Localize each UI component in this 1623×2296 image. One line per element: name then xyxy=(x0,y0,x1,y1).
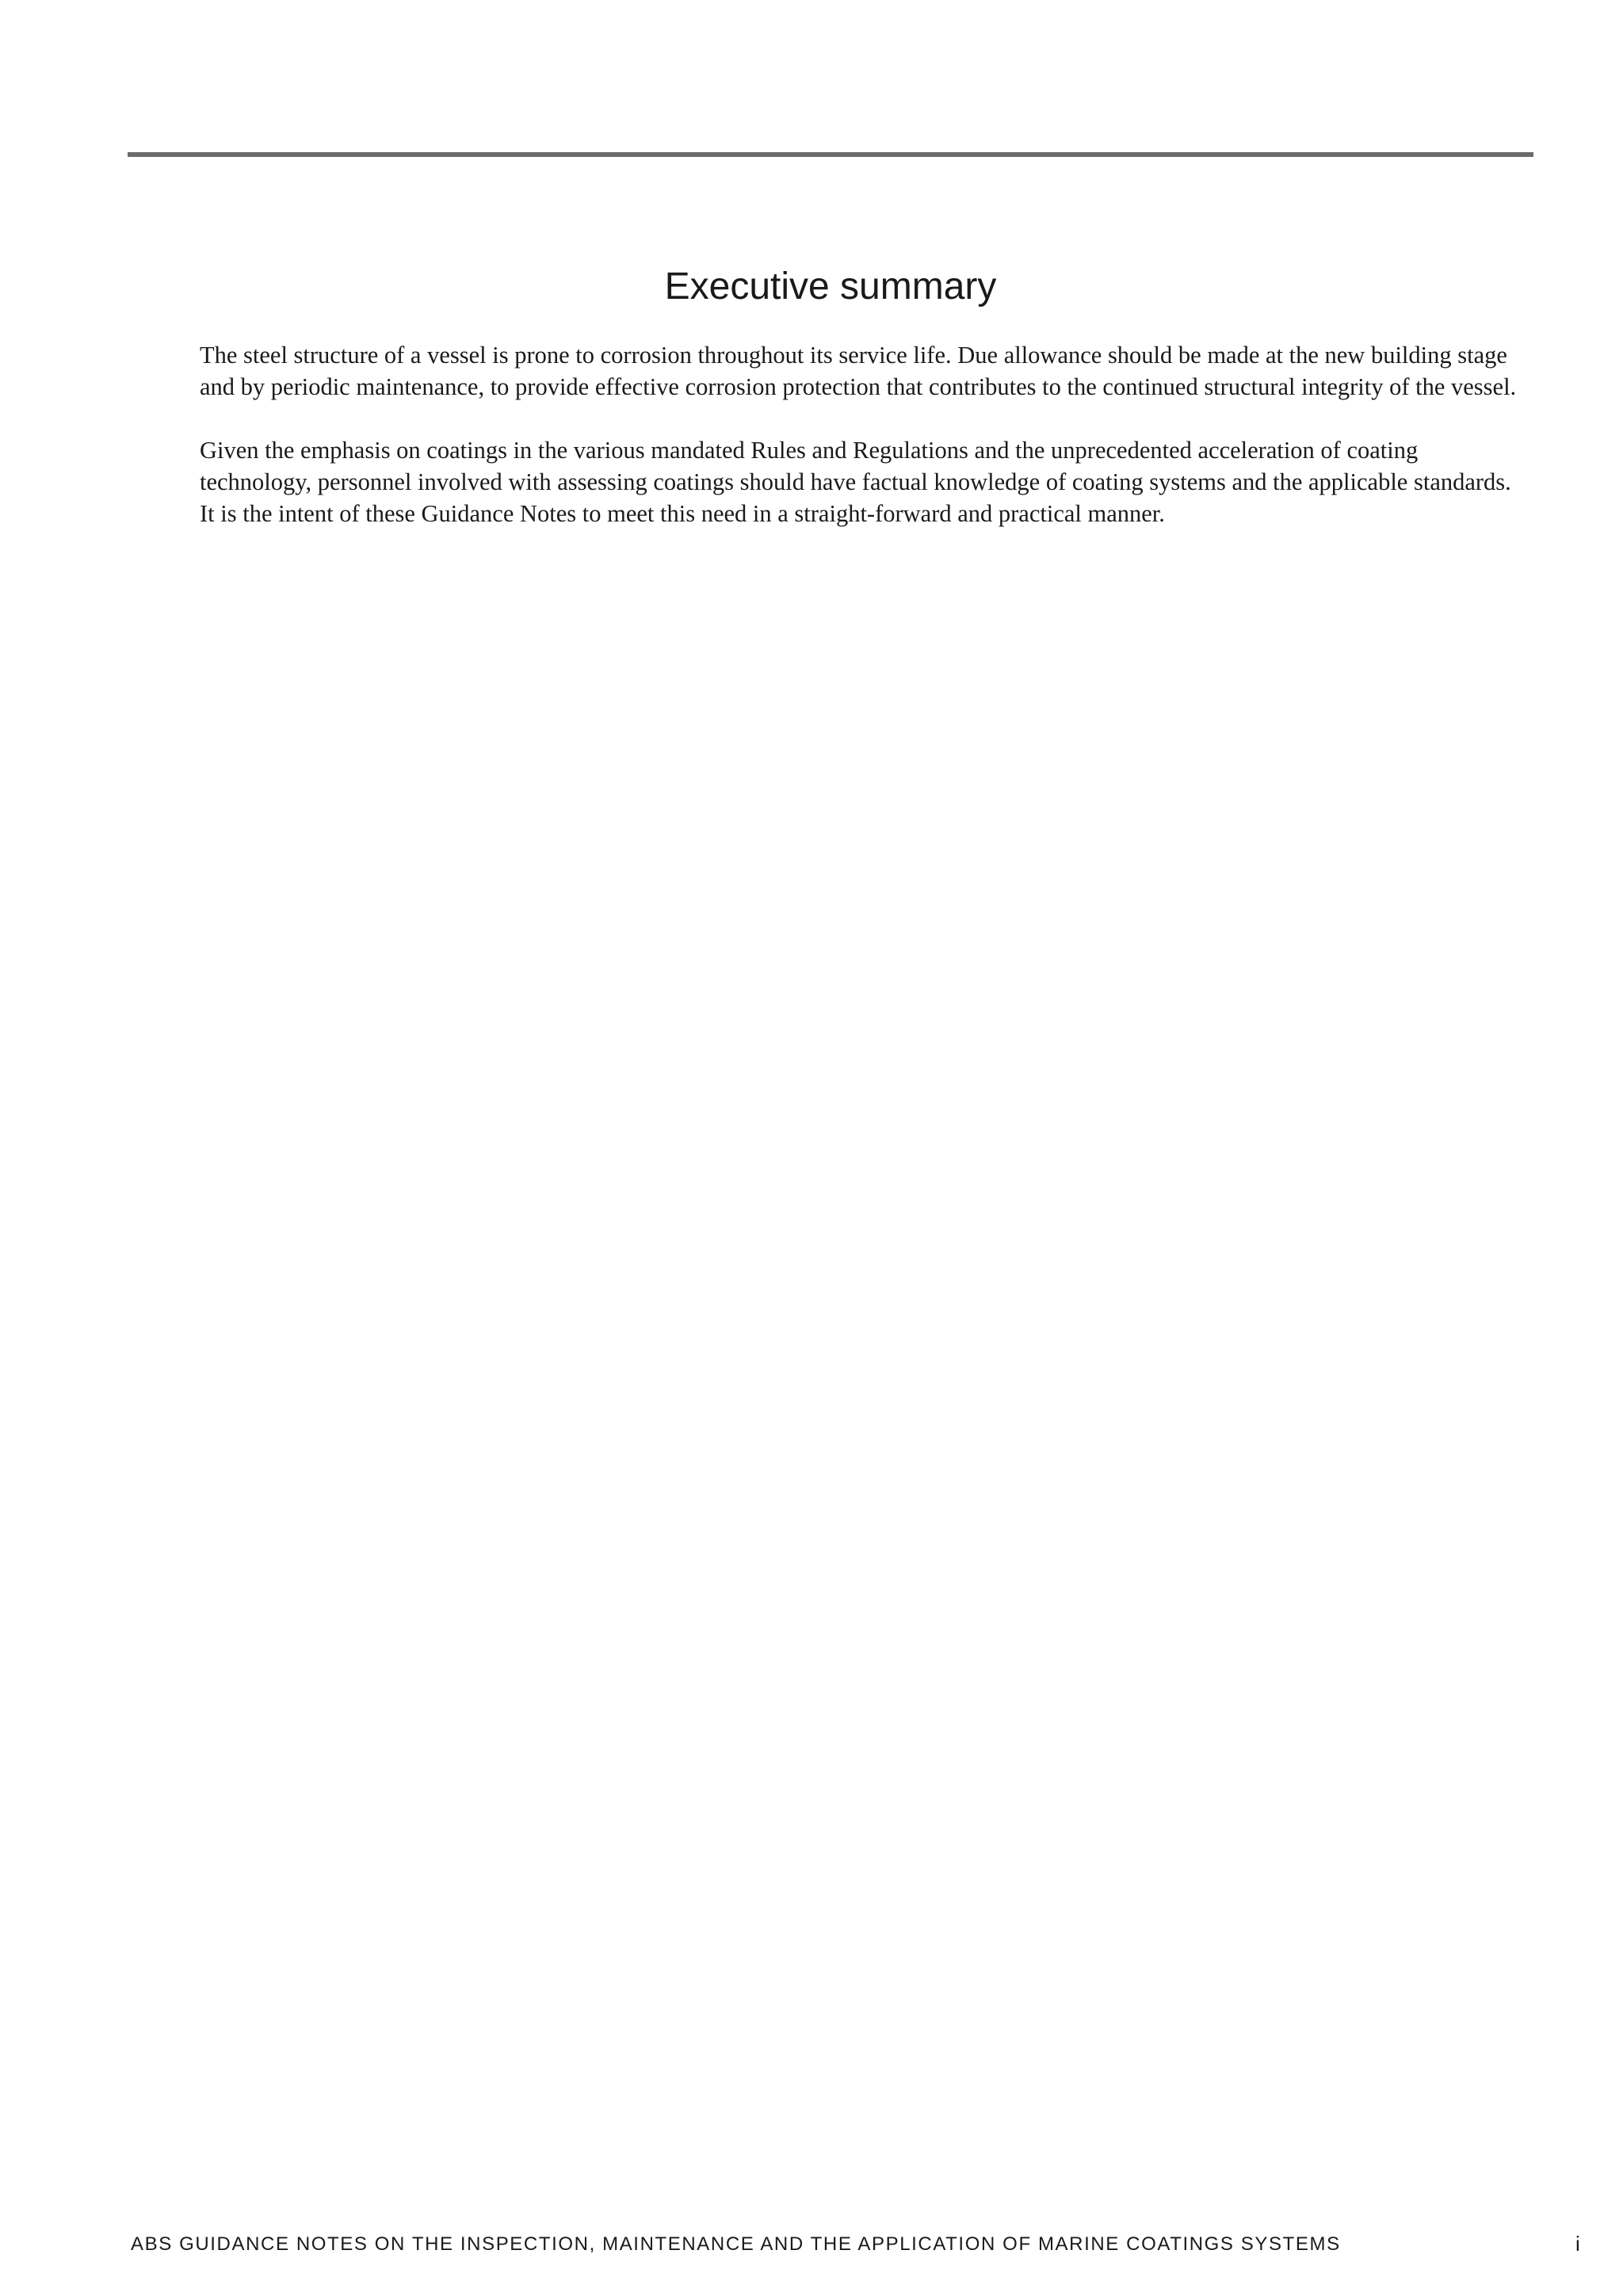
footer-document-title: ABS GUIDANCE NOTES ON THE INSPECTION, MAINTENANCE AND THE APPLICATION OF MARINE COATINGS SYSTEMS xyxy=(131,2233,1341,2255)
footer-page-number: i xyxy=(1575,2232,1580,2256)
summary-body xyxy=(200,339,1531,561)
summary-paragraph-2: Given the emphasis on coatings in the various mandated Rules and Regulations and the unprecedented acceleration of coating technology, personnel involved with assessing coatings should have factual knowledge of coating systems and the applicable standards. It is the intent of these Guidance Notes to meet this need in a straight-forward and practical manner. xyxy=(200,437,1511,527)
header-rule xyxy=(128,152,1533,157)
page-title: Executive summary xyxy=(664,266,997,308)
summary-paragraph-1: The steel structure of a vessel is prone to corrosion throughout its service life. Due allowance should be made at the new building stage and by periodic maintenance, to provide effective corrosion protection that contributes to the continued structural integrity of the vessel. xyxy=(200,342,1517,400)
